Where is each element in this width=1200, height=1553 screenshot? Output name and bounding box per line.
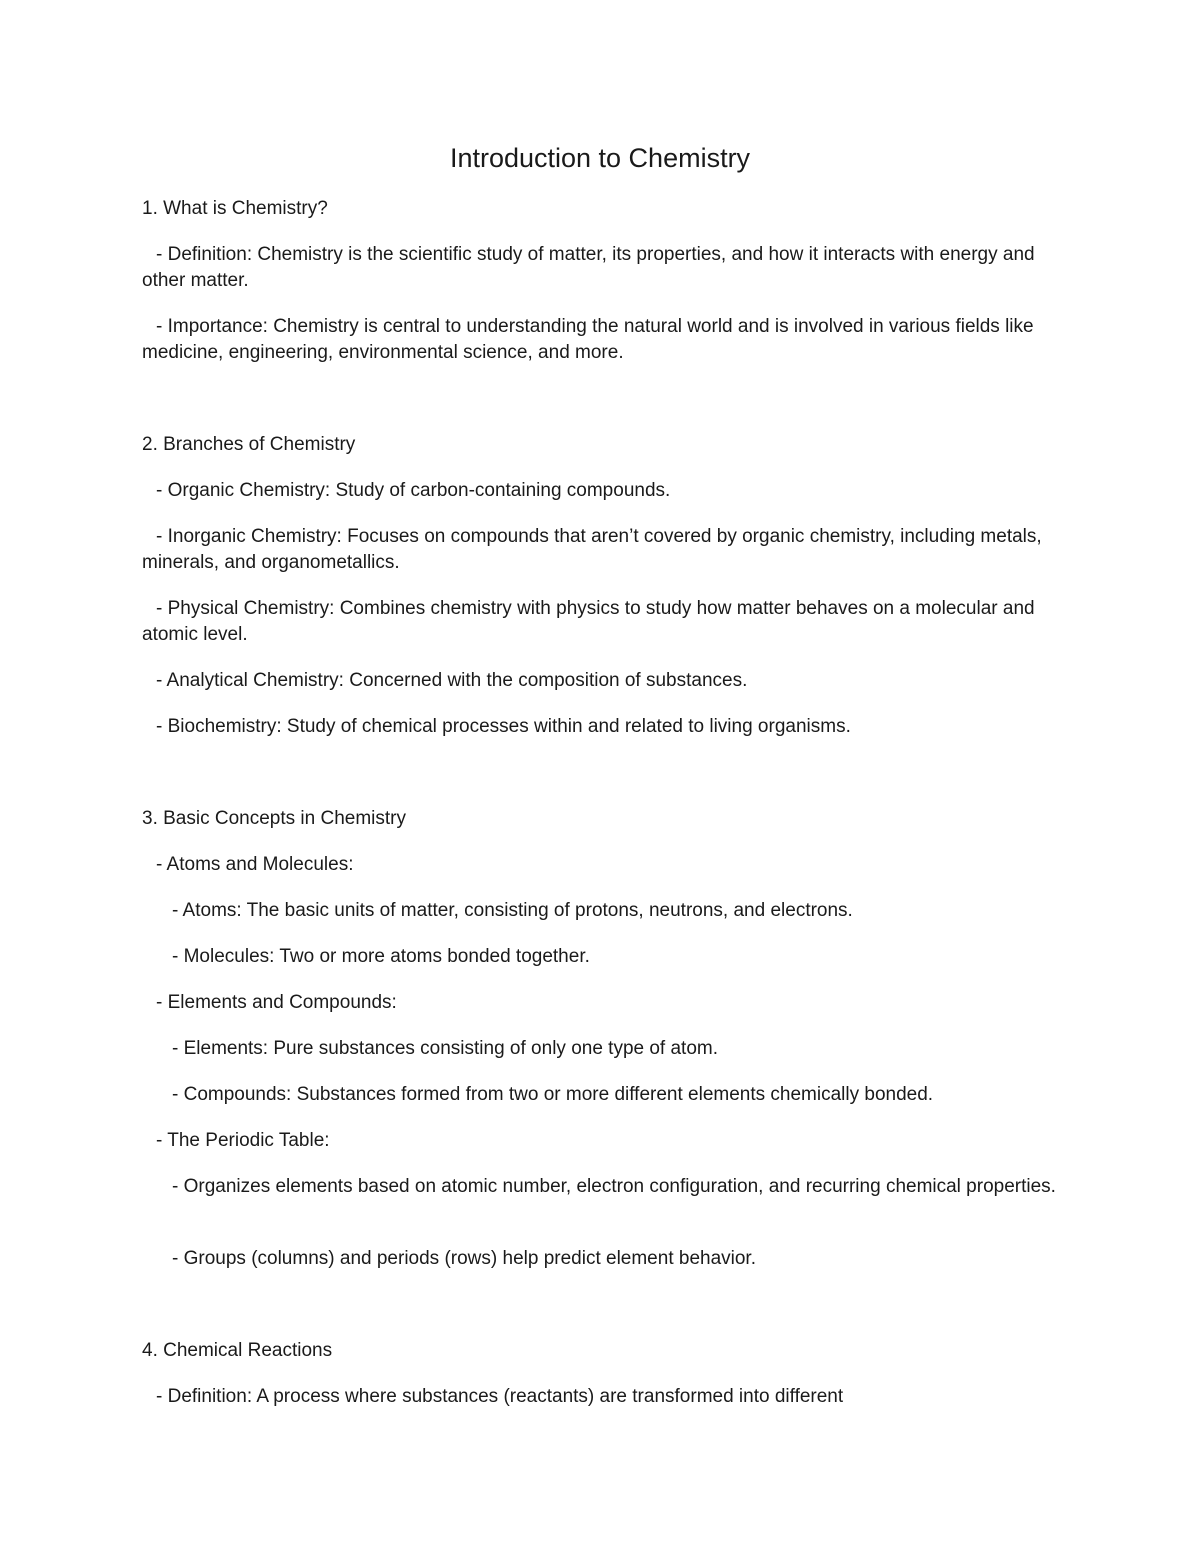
list-item: - Inorganic Chemistry: Focuses on compounds that aren’t covered by organic chemistry, including metals, minerals, and organometallics. [142,526,1042,573]
list-item: - Importance: Chemistry is central to understanding the natural world and is involved in various fields like medicine, engineering, environmental science, and more. [142,316,1034,363]
list-subitem: - Groups (columns) and periods (rows) help predict element behavior. [172,1248,756,1269]
list-item: - Biochemistry: Study of chemical processes within and related to living organisms. [156,716,851,737]
list-item: - Definition: A process where substances (reactants) are transformed into different [156,1386,844,1407]
list-subitem: - Molecules: Two or more atoms bonded together. [172,946,590,967]
list-item: - Organic Chemistry: Study of carbon-containing compounds. [156,480,671,501]
section-heading: 1. What is Chemistry? [142,198,328,219]
list-subitem: - Compounds: Substances formed from two or more different elements chemically bonded. [172,1084,934,1105]
list-item: - Physical Chemistry: Combines chemistry with physics to study how matter behaves on a molecular and atomic level. [142,598,1035,645]
list-subitem: - Elements: Pure substances consisting of only one type of atom. [172,1038,719,1059]
list-item: - Definition: Chemistry is the scientific study of matter, its properties, and how it interacts with energy and other matter. [142,244,1035,291]
section-heading: 4. Chemical Reactions [142,1340,333,1361]
list-subitem: - Organizes elements based on atomic number, electron configuration, and recurring chemical properties. [172,1176,1056,1197]
document-title: Introduction to Chemistry [449,143,751,173]
list-item: - Elements and Compounds: [156,992,397,1013]
section-heading: 2. Branches of Chemistry [142,434,356,455]
list-item: - Analytical Chemistry: Concerned with the composition of substances. [156,670,748,691]
list-subitem: - Atoms: The basic units of matter, consisting of protons, neutrons, and electrons. [172,900,853,921]
list-item: - Atoms and Molecules: [156,854,354,875]
section-heading: 3. Basic Concepts in Chemistry [142,808,406,829]
list-item: - The Periodic Table: [156,1130,330,1151]
